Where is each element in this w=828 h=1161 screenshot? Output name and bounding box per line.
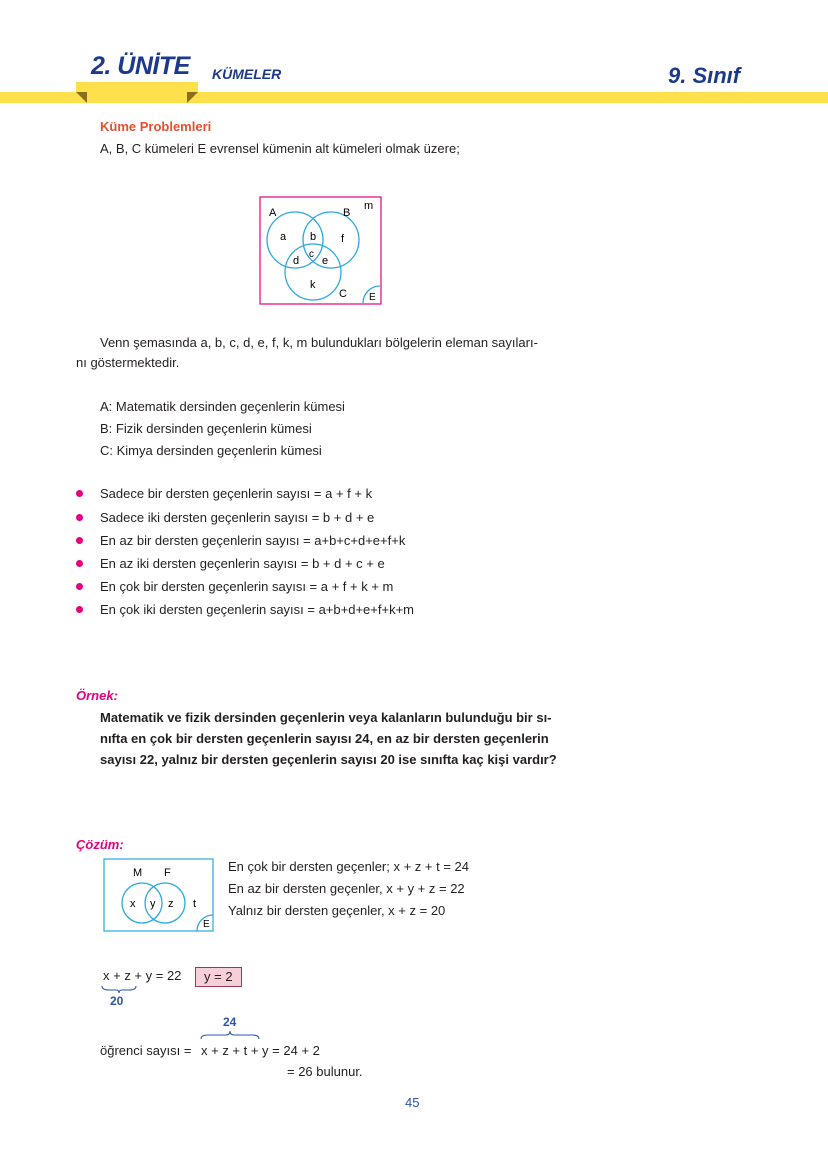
equation-1: En çok bir dersten geçenler; x + z + t = 24 bbox=[228, 859, 469, 874]
description-line-1: Venn şemasında a, b, c, d, e, f, k, m bulundukları bölgelerin eleman sayıları- bbox=[100, 335, 538, 350]
example-title: Örnek: bbox=[76, 688, 118, 703]
example-line-2: nıfta en çok bir dersten geçenlerin sayısı 24, en az bir dersten geçenlerin bbox=[100, 731, 549, 746]
label-m: m bbox=[364, 200, 374, 212]
label-c: C bbox=[339, 288, 347, 300]
example-line-1: Matematik ve fizik dersinden geçenlerin veya kalanların bulunduğu bir sı- bbox=[100, 710, 552, 725]
intro-text: A, B, C kümeleri E evrensel kümenin alt kümeleri olmak üzere; bbox=[100, 141, 460, 156]
brace-value-20: 20 bbox=[110, 994, 124, 1008]
tab-fold-left bbox=[76, 92, 87, 103]
bullet-dot bbox=[76, 583, 83, 590]
example-line-3: sayısı 22, yalnız bir dersten geçenlerin sayısı 20 ise sınıfta kaç kişi vardır? bbox=[100, 752, 557, 767]
tab-fold-right bbox=[187, 92, 198, 103]
label-e: E bbox=[203, 919, 210, 930]
bullet-item: En çok iki dersten geçenlerin sayısı = a+b+d+e+f+k+m bbox=[100, 602, 414, 617]
unit-tab bbox=[76, 82, 198, 100]
region-z: z bbox=[168, 898, 174, 910]
region-t: t bbox=[193, 898, 197, 910]
label-f: F bbox=[164, 867, 171, 879]
definition-a: A: Matematik dersinden geçenlerin kümesi bbox=[100, 399, 345, 414]
venn-diagram-mf bbox=[103, 858, 215, 934]
brace-value-24: 24 bbox=[223, 1015, 237, 1029]
definition-b: B: Fizik dersinden geçenlerin kümesi bbox=[100, 421, 312, 436]
region-a: a bbox=[280, 231, 287, 243]
result-box: y = 2 bbox=[195, 967, 242, 987]
section-title: Küme Problemleri bbox=[100, 119, 212, 134]
region-k: k bbox=[310, 279, 316, 291]
equation-2: En az bir dersten geçenler, x + y + z = 22 bbox=[228, 881, 465, 896]
region-e: e bbox=[322, 255, 329, 267]
grade-label: 9. Sınıf bbox=[668, 63, 741, 88]
bullet-dot bbox=[76, 537, 83, 544]
equation-3: Yalnız bir dersten geçenler, x + z = 20 bbox=[228, 903, 446, 918]
bullet-item: Sadece bir dersten geçenlerin sayısı = a + f + k bbox=[100, 486, 373, 501]
label-m: M bbox=[133, 867, 143, 879]
step2-result: = 26 bulunur. bbox=[287, 1064, 363, 1079]
solution-title: Çözüm: bbox=[76, 837, 124, 852]
step1-equation: x + z + y = 22 bbox=[103, 968, 182, 983]
bullet-item: En çok bir dersten geçenlerin sayısı = a + f + k + m bbox=[100, 579, 394, 594]
label-a: A bbox=[269, 207, 277, 219]
label-b: B bbox=[343, 207, 351, 219]
region-x: x bbox=[130, 898, 136, 910]
bullet-item: En az bir dersten geçenlerin sayısı = a+b+c+d+e+f+k bbox=[100, 533, 406, 548]
step2-label: öğrenci sayısı = bbox=[100, 1043, 192, 1058]
step2-expression: x + z + t + y = 24 + 2 bbox=[201, 1043, 320, 1058]
region-d: d bbox=[293, 255, 300, 267]
bullet-item: Sadece iki dersten geçenlerin sayısı = b + d + e bbox=[100, 510, 375, 525]
circle-m bbox=[122, 883, 162, 923]
unit-subject: KÜMELER bbox=[212, 66, 282, 82]
region-y: y bbox=[150, 898, 156, 910]
overbrace-icon bbox=[200, 1030, 260, 1040]
description-line-2: nı göstermektedir. bbox=[76, 355, 180, 370]
bullet-item: En az iki dersten geçenlerin sayısı = b + d + c + e bbox=[100, 556, 385, 571]
unit-title: 2. ÜNİTE bbox=[91, 52, 190, 80]
venn-diagram-abc bbox=[259, 196, 383, 306]
region-f: f bbox=[341, 233, 345, 245]
bullet-dot bbox=[76, 514, 83, 521]
page-number: 45 bbox=[405, 1095, 420, 1110]
bullet-dot bbox=[76, 606, 83, 613]
universal-set-box bbox=[104, 859, 213, 931]
region-c: c bbox=[309, 249, 314, 260]
underbrace-icon bbox=[101, 984, 137, 994]
region-b: b bbox=[310, 231, 317, 243]
bullet-dot bbox=[76, 490, 83, 497]
bullet-dot bbox=[76, 560, 83, 567]
label-e: E bbox=[369, 292, 376, 303]
definition-c: C: Kimya dersinden geçenlerin kümesi bbox=[100, 443, 322, 458]
